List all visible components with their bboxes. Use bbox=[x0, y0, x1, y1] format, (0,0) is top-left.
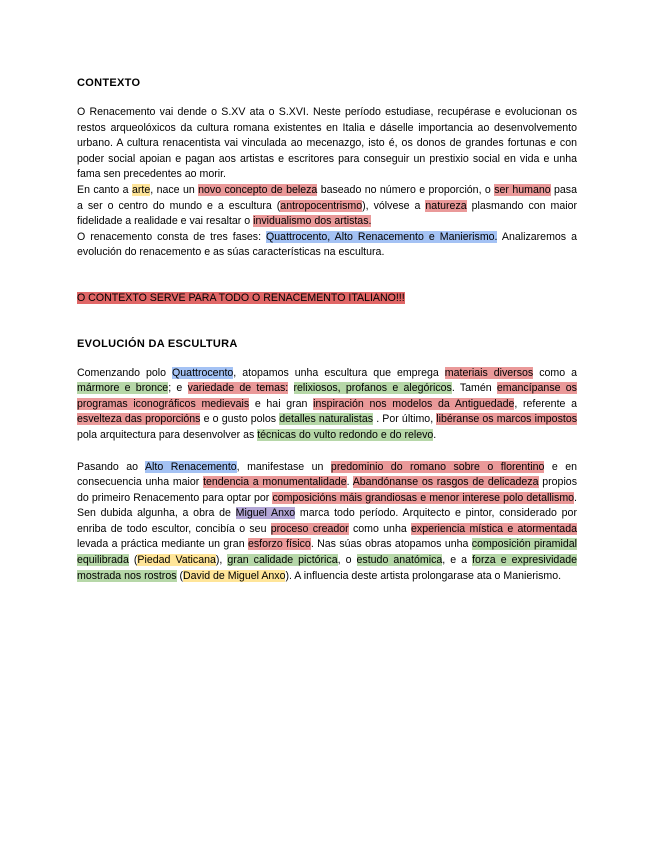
paragraph-contexto bbox=[77, 105, 577, 261]
text-span: ( bbox=[176, 569, 183, 582]
highlight-green: técnicas do vulto redondo e do relevo bbox=[257, 428, 434, 441]
text-span: , atopamos unha escultura que emprega bbox=[233, 366, 445, 379]
section-heading-evolucion: EVOLUCIÓN DA ESCULTURA bbox=[77, 337, 238, 350]
highlight-green: estudo anatómica bbox=[356, 554, 443, 567]
text-span bbox=[288, 382, 293, 394]
text-span: ). A influencia deste artista prolongarase ata o Manierismo. bbox=[285, 569, 562, 582]
highlight-red: materiais diversos bbox=[444, 366, 534, 379]
text-span: e hai gran bbox=[249, 397, 314, 410]
highlight-red: natureza bbox=[425, 199, 467, 212]
text-span: levada a práctica mediante un gran bbox=[77, 538, 248, 551]
highlight-yellow: David de Miguel Anxo bbox=[183, 569, 286, 582]
highlight-red: esvelteza das proporcións bbox=[77, 413, 201, 426]
highlight-red: libéranse os marcos impostos bbox=[436, 413, 578, 426]
text-span: como a bbox=[533, 366, 577, 379]
highlight-yellow: arte bbox=[131, 183, 151, 196]
highlight-red: Abandónanse os rasgos de delicadeza bbox=[352, 476, 539, 489]
text-span: propios do primeiro Renacemento para optar por bbox=[77, 476, 577, 504]
text-span: . Tamén bbox=[451, 382, 497, 395]
text-span: pola arquitectura para desenvolver as bbox=[77, 428, 258, 441]
text-span: , nace un bbox=[150, 183, 199, 196]
highlight-blue: Alto Renacemento bbox=[144, 460, 237, 473]
highlight-note: O CONTEXTO SERVE PARA TODO O RENACEMENTO ITALIANO!!! bbox=[77, 291, 405, 304]
highlight-green: relixiosos, profanos e alegóricos bbox=[293, 382, 452, 395]
text-span: , manifestase un bbox=[236, 460, 331, 473]
text-span: , o bbox=[337, 554, 357, 567]
section-heading-contexto: CONTEXTO bbox=[77, 77, 141, 89]
context-note bbox=[77, 291, 577, 307]
highlight-green: detalles naturalistas bbox=[279, 413, 374, 426]
text-span: plasmando con maior fidelidade a realidade e vai resaltar o bbox=[77, 199, 577, 228]
text-span: . Por último, bbox=[373, 413, 437, 426]
highlight-red: novo concepto de beleza bbox=[198, 183, 318, 196]
highlight-red: predominio do romano sobre o florentino bbox=[330, 460, 545, 473]
highlight-blue: Quattrocento, Alto Renacemento e Manierismo. bbox=[266, 230, 498, 243]
text-span: . bbox=[346, 476, 353, 489]
highlight-green: mármore e bronce bbox=[77, 382, 169, 395]
text-span: O Renacemento vai dende o S.XV ata o S.XVI. Neste período estudiase, recupérase e evolucionan os restos arqueolóxicos da cultura romana existentes en Italia e dáselle importancia ao desenvolvemento urbano. A cultura renacentista vai vinculada ao mecenazgo, isto é, os donos de grandes fortunas e con poder social apoian e pagan aos artistas e escritores para conseguir un prestixio social en vida e unha fama sen precedentes ao morir. bbox=[77, 106, 577, 181]
text-span: En canto a bbox=[77, 183, 132, 196]
highlight-red: composicións máis grandiosas e menor interese polo detallismo bbox=[272, 491, 575, 504]
text-span: ; e bbox=[168, 382, 188, 395]
highlight-red: emancípanse os programas iconográficos medievais bbox=[77, 382, 577, 410]
highlight-red: invidualismo dos artistas. bbox=[253, 215, 372, 228]
paragraph-quattrocento bbox=[77, 366, 577, 444]
text-span: . bbox=[433, 428, 437, 441]
document-page bbox=[77, 76, 577, 584]
text-span: . Nas súas obras atopamos unha bbox=[310, 538, 472, 551]
text-span: e o gusto polos bbox=[200, 413, 280, 426]
text-span: ( bbox=[128, 554, 138, 567]
text-span: Comenzando polo bbox=[77, 366, 173, 379]
highlight-red: antropocentrismo bbox=[280, 199, 363, 212]
highlight-green: gran calidade pictórica bbox=[227, 554, 338, 567]
highlight-green: forza e expresividade mostrada nos rostros bbox=[77, 554, 577, 582]
highlight-red: proceso creador bbox=[270, 522, 349, 535]
highlight-red: variedade de temas: bbox=[187, 382, 289, 395]
paragraph-alto-renacemento bbox=[77, 460, 577, 585]
highlight-red: esforzo físico bbox=[247, 538, 311, 551]
text-span: , referente a bbox=[514, 397, 577, 410]
text-span: ), bbox=[215, 554, 228, 567]
text-span: Analizaremos a evolución do renacemento e as súas características na escultura. bbox=[77, 230, 577, 259]
text-span: pasa a ser o centro do mundo e a escultura ( bbox=[77, 183, 577, 212]
text-span: . Sen dubida algunha, a obra de bbox=[77, 491, 577, 520]
highlight-red: tendencia a monumentalidade bbox=[203, 476, 347, 489]
text-span: O renacemento consta de tres fases: bbox=[77, 230, 267, 243]
text-span: baseado no número e proporción, o bbox=[317, 183, 495, 196]
text-span: e en consecuencia unha maior bbox=[77, 460, 577, 489]
highlight-red: experiencia mística e atormentada bbox=[411, 522, 577, 535]
highlight-blue: Quattrocento bbox=[172, 366, 234, 379]
text-span: ), vólvese a bbox=[362, 199, 426, 212]
highlight-yellow: Piedad Vaticana bbox=[137, 554, 216, 567]
highlight-green: composición piramidal equilibrada bbox=[77, 538, 577, 567]
highlight-red: ser humano bbox=[494, 183, 551, 196]
text-span: marca todo período. Arquitecto e pintor, considerado por enriba de todo escultor, concibía o seu bbox=[77, 507, 577, 535]
text-span: Pasando ao bbox=[77, 460, 145, 473]
text-span: como unha bbox=[348, 522, 412, 535]
highlight-red: inspiración nos modelos da Antiguedade bbox=[313, 397, 515, 410]
highlight-purple: Miguel Anxo bbox=[235, 507, 296, 520]
text-span: , e a bbox=[442, 554, 473, 567]
